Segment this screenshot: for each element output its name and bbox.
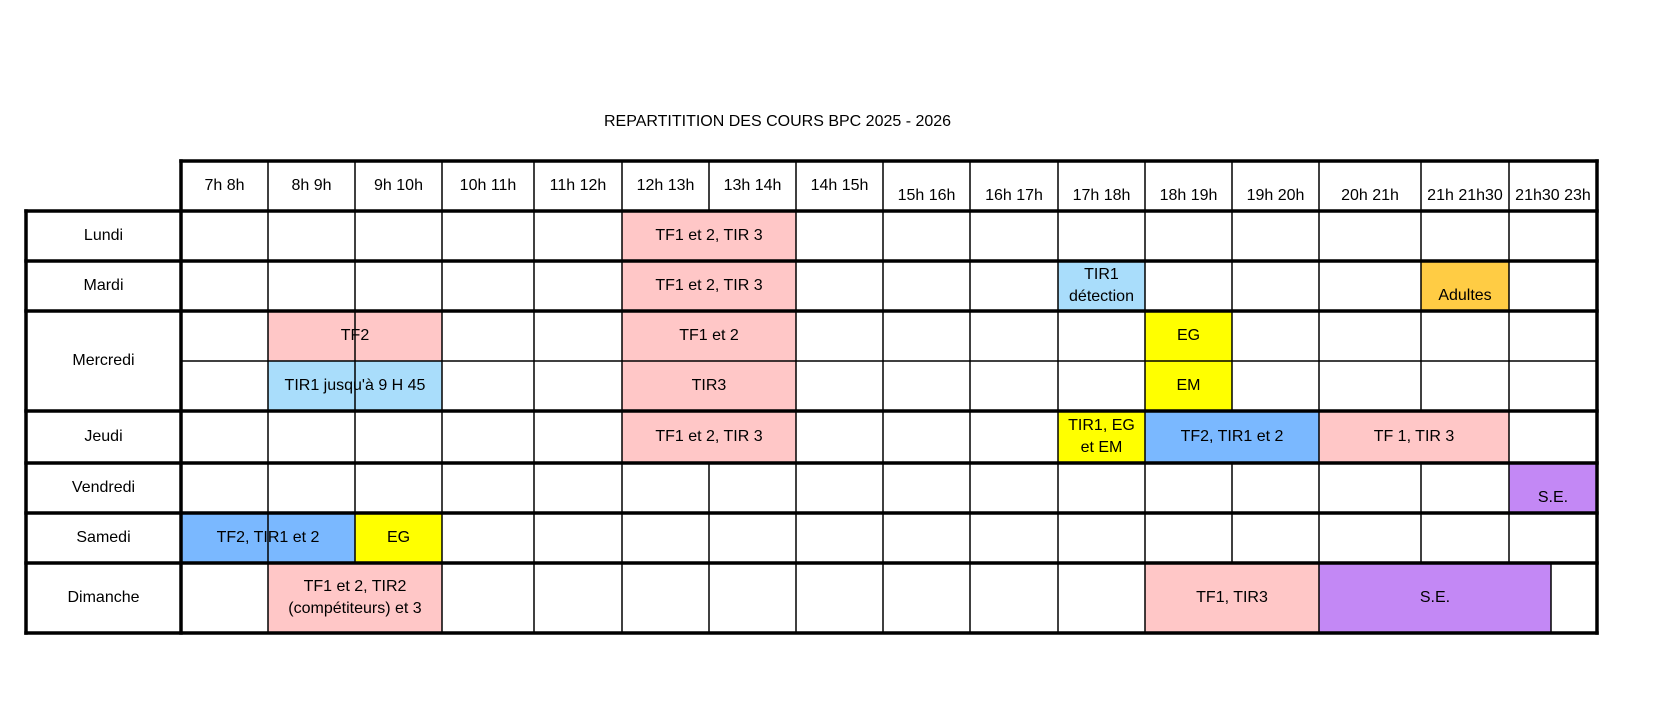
course-samedi-7h: TF2, TIR1 et 2 (181, 513, 355, 563)
course-jeudi-midi: TF1 et 2, TIR 3 (622, 411, 796, 463)
day-mardi: Mardi (83, 277, 124, 294)
day-jeudi: Jeudi (84, 428, 123, 445)
course-jeudi-17h: TIR1, EG et EM (1058, 411, 1145, 463)
header-slot-11: 17h 18h (1072, 187, 1131, 204)
day-mercredi: Mercredi (72, 352, 135, 369)
header-slot-13: 19h 20h (1246, 187, 1305, 204)
header-slot-8: 14h 15h (810, 177, 869, 194)
header-slot-5: 11h 12h (549, 177, 607, 194)
day-vendredi: Vendredi (71, 479, 136, 496)
header-slot-2: 8h 9h (291, 177, 332, 194)
header-slot-4: 10h 11h (459, 177, 517, 194)
course-lundi-midi: TF1 et 2, TIR 3 (622, 211, 796, 261)
course-samedi-9h: EG (355, 513, 442, 563)
header-slot-12: 18h 19h (1159, 187, 1218, 204)
course-mardi-midi: TF1 et 2, TIR 3 (622, 261, 796, 311)
day-samedi: Samedi (76, 529, 131, 546)
day-dimanche: Dimanche (67, 589, 140, 606)
course-mercredi-midi-2: TIR3 (622, 361, 796, 411)
course-mardi-17h: TIR1 détection (1058, 261, 1145, 311)
course-jeudi-18h: TF2, TIR1 et 2 (1145, 411, 1319, 463)
header-slot-6: 12h 13h (636, 177, 695, 194)
course-mercredi-18h-1: EG (1145, 311, 1232, 361)
course-vendredi-21h30: S.E. (1509, 463, 1597, 513)
header-slot-3: 9h 10h (374, 177, 423, 194)
course-mercredi-18h-2: EM (1145, 361, 1232, 411)
course-mercredi-midi-1: TF1 et 2 (622, 311, 796, 361)
day-lundi: Lundi (83, 227, 124, 244)
course-dimanche-18h: TF1, TIR3 (1145, 563, 1319, 633)
course-mercredi-matin-1: TF2 (268, 311, 442, 361)
header-slot-9: 15h 16h (897, 187, 956, 204)
header-slot-14: 20h 21h (1341, 187, 1399, 204)
course-mardi-21h: Adultes (1421, 261, 1509, 311)
course-jeudi-20h: TF 1, TIR 3 (1319, 411, 1509, 463)
header-slot-16: 21h30 23h (1515, 187, 1591, 204)
page-title: REPARTITITION DES COURS BPC 2025 - 2026 (604, 113, 952, 130)
course-mercredi-matin-2: TIR1 jusqu'à 9 H 45 (268, 361, 442, 411)
header-slot-7: 13h 14h (723, 177, 782, 194)
header-slot-1: 7h 8h (204, 177, 245, 194)
course-dimanche-8h: TF1 et 2, TIR2 (compétiteurs) et 3 (268, 563, 442, 633)
header-slot-15: 21h 21h30 (1427, 187, 1503, 204)
header-slot-10: 16h 17h (985, 187, 1043, 204)
course-dimanche-20h: S.E. (1319, 563, 1551, 633)
